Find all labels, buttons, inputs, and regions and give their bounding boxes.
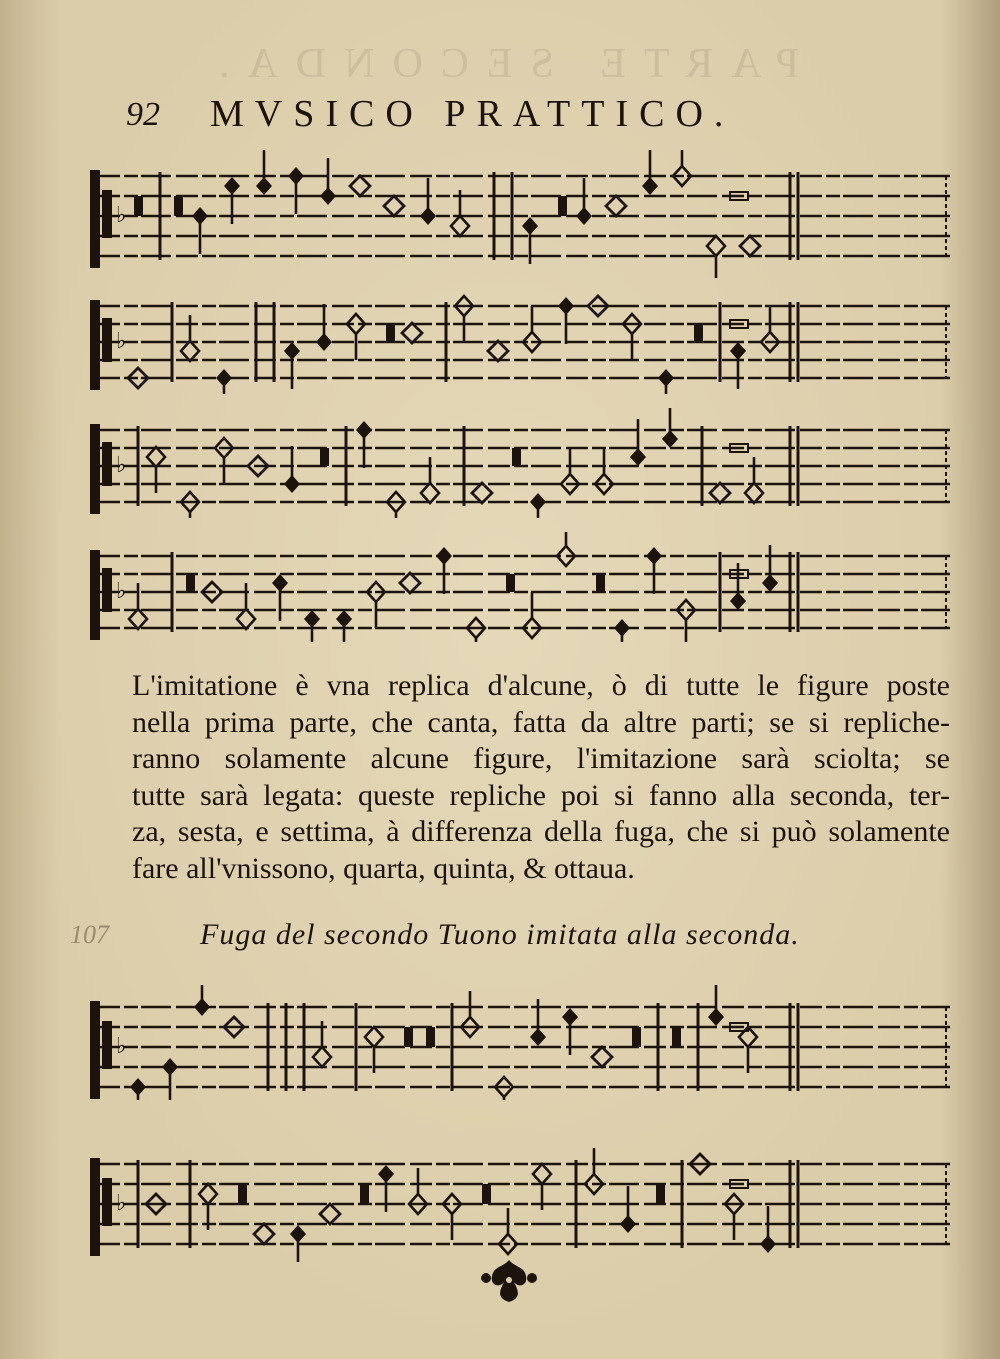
note-head	[745, 483, 763, 503]
rest	[558, 196, 567, 216]
music-staff-2	[90, 282, 952, 394]
rest	[672, 1027, 681, 1047]
note-head	[707, 236, 725, 256]
note-head	[451, 216, 469, 236]
note-head	[350, 176, 370, 196]
clef-bar	[90, 170, 100, 268]
rest	[596, 574, 605, 592]
running-title: MVSICO PRATTICO.	[210, 93, 735, 135]
text-line: ranno solamente alcune figure, l'imitazione sarà sciolta; se	[132, 742, 950, 775]
note-head	[533, 1164, 551, 1184]
c-clef	[102, 442, 112, 486]
note-head	[320, 1204, 340, 1224]
rest	[632, 1027, 641, 1047]
note-head	[254, 1224, 274, 1244]
fleuron-ornament	[474, 1256, 544, 1306]
note-head	[181, 341, 199, 361]
clef-bar	[90, 300, 100, 390]
rest	[404, 1027, 413, 1047]
flat-sign: ♭	[116, 1191, 127, 1216]
rest	[238, 1184, 247, 1204]
flat-sign: ♭	[116, 579, 127, 604]
music-staff-5	[90, 985, 952, 1100]
c-clef	[102, 190, 112, 238]
note-head	[472, 483, 492, 503]
clef-bar	[90, 1158, 100, 1256]
note-head	[606, 196, 626, 216]
rest	[482, 1184, 491, 1204]
music-staff-3	[90, 408, 952, 518]
flat-sign: ♭	[116, 453, 127, 478]
body-text	[120, 668, 950, 887]
rest	[426, 1027, 435, 1047]
c-clef	[102, 568, 112, 612]
page-header	[120, 92, 850, 142]
clef-bar	[90, 1001, 100, 1099]
section-subheading: Fuga del secondo Tuono imitata alla seconda.	[200, 918, 800, 951]
music-staff-6	[90, 1140, 952, 1262]
rest	[360, 1184, 369, 1204]
note-head	[740, 236, 760, 256]
note-head	[365, 1027, 383, 1047]
clef-bar	[90, 550, 100, 640]
flat-sign: ♭	[116, 203, 127, 228]
rest	[174, 196, 183, 216]
c-clef	[102, 1021, 112, 1069]
music-staff-1	[90, 150, 952, 278]
note-head	[384, 196, 404, 216]
rest	[386, 324, 395, 342]
clef-bar	[90, 424, 100, 514]
music-staff-4	[90, 532, 952, 642]
c-clef	[102, 1178, 112, 1226]
margin-note: 107	[70, 920, 109, 949]
text-line: fare all'vnissono, quarta, quinta, & ottaua.	[132, 851, 635, 885]
rest	[506, 574, 515, 592]
note-head	[400, 573, 420, 593]
rest	[656, 1184, 665, 1204]
note-head	[402, 323, 422, 343]
text-line: nella prima parte, che canta, fatta da altre parti; se si repliche-	[132, 705, 950, 739]
note-head	[421, 483, 439, 503]
rest	[134, 196, 143, 216]
note-head	[199, 1184, 217, 1204]
note-head	[313, 1047, 331, 1067]
note-head	[710, 483, 730, 503]
rest	[320, 448, 329, 466]
rest	[186, 574, 195, 592]
note-head	[237, 609, 255, 629]
flat-sign: ♭	[116, 1034, 127, 1059]
text-line: za, sesta, e settima, à differenza della fuga, che si può solamente	[132, 815, 950, 848]
rest	[512, 448, 521, 466]
page-number: 92	[126, 96, 160, 133]
flat-sign: ♭	[116, 329, 127, 354]
bleed-through-text: PARTE SECONDA.	[201, 41, 799, 87]
text-line: tutte sarà legata: queste repliche poi si fanno alla seconda, ter-	[132, 778, 950, 812]
note-head	[129, 609, 147, 629]
text-line: L'imitatione è vna replica d'alcune, ò di tutte le figure poste	[132, 669, 950, 702]
rest	[694, 324, 703, 342]
note-head	[147, 447, 165, 467]
c-clef	[102, 318, 112, 362]
note-head	[488, 341, 508, 361]
note-head	[592, 1047, 612, 1067]
